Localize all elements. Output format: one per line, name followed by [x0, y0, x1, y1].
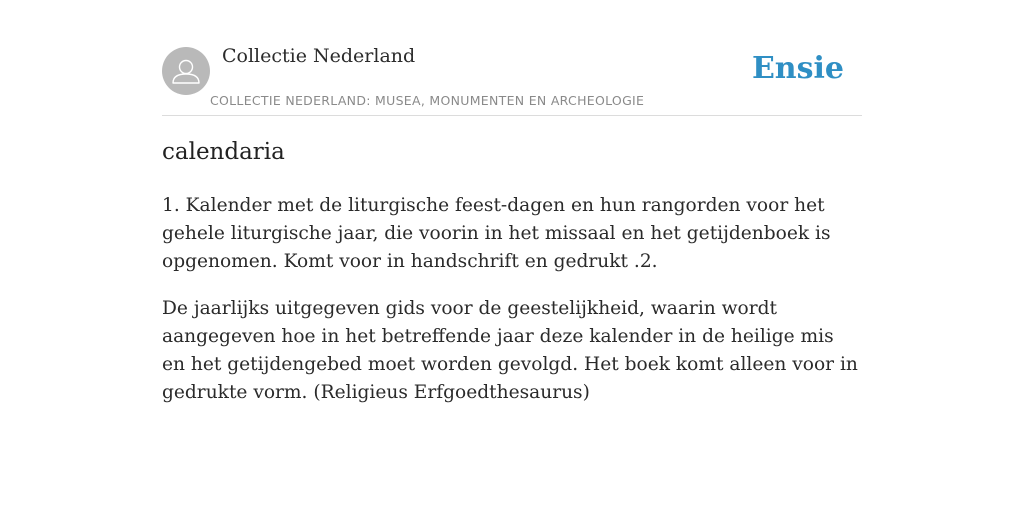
- definition-paragraph-1: 1. Kalender met de liturgische feest-dagen en hun rangorden voor het gehele liturgische jaar, die voorin in het missaal en het getijdenboek is opgenomen. Komt voor in handschrift en gedrukt .2.: [162, 195, 831, 272]
- source-label[interactable]: COLLECTIE NEDERLAND: MUSEA, MONUMENTEN EN ARCHEOLOGIE: [210, 93, 645, 108]
- user-silhouette-icon: [162, 47, 210, 95]
- divider: [162, 115, 862, 116]
- brand-logo[interactable]: Ensie: [751, 51, 844, 86]
- avatar[interactable]: [162, 47, 210, 95]
- definition-paragraph-2: De jaarlijks uitgegeven gids voor de geestelijkheid, waarin wordt aangegeven hoe in het betreffende jaar deze kalender in de heilige mis en het getijdengebed moet worden gevolgd. Het boek komt alleen voor in gedrukte vorm. (Religieus Erfgoedthesaurus): [162, 298, 858, 403]
- entry-card: [162, 0, 862, 512]
- author-name[interactable]: Collectie Nederland: [222, 45, 416, 67]
- entry-term: calendaria: [162, 139, 285, 165]
